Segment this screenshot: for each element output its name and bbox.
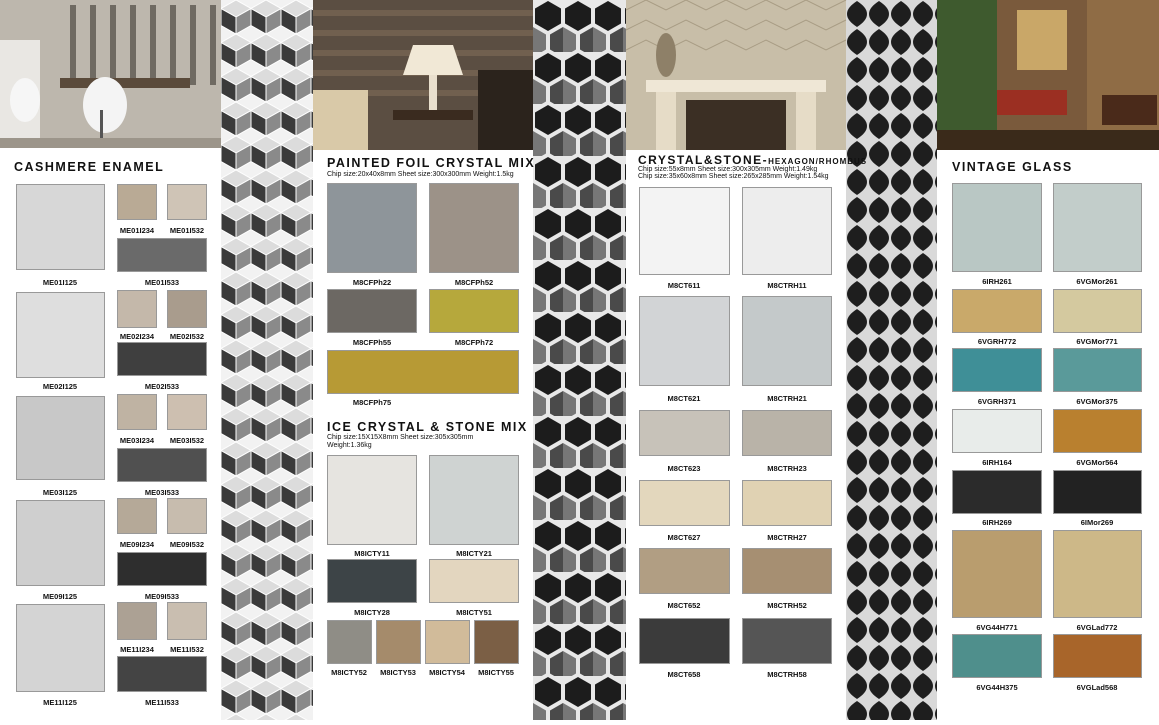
tile-image — [952, 183, 1042, 272]
tile-image — [639, 480, 730, 526]
tile-label: M8CT658 — [667, 670, 701, 679]
tile-image — [117, 238, 207, 272]
tile-image — [425, 620, 470, 664]
tile-image — [117, 184, 157, 220]
tile-label: ME01I532 — [169, 226, 205, 235]
panel-title: PAINTED FOIL CRYSTAL MIX — [327, 156, 536, 170]
tile-label: M8CT652 — [667, 601, 701, 610]
tile-label: M8CTRH11 — [767, 281, 807, 290]
tile-label: 6IRH269 — [982, 518, 1012, 527]
panel-title — [638, 153, 867, 167]
tile-image — [639, 187, 730, 275]
tile-image — [117, 656, 207, 692]
tile-label: 6VG44H375 — [976, 683, 1018, 692]
tile-image — [742, 410, 832, 456]
tile-image — [474, 620, 519, 664]
tile-image — [639, 618, 730, 664]
tile-image — [117, 290, 157, 328]
tile-label: ME01I533 — [144, 278, 180, 287]
tile-label: M8CFPh22 — [352, 278, 392, 287]
tile-label: ME01I234 — [119, 226, 155, 235]
tile-label: ME11I234 — [120, 645, 154, 654]
tile-label: M8ICTY51 — [456, 608, 492, 617]
spec-text: Chip size:55x8mm Sheet size:300x305mm Weight:1.49kg — [638, 166, 818, 173]
room-photo-dining — [0, 0, 221, 148]
tile-image — [1053, 470, 1142, 514]
tile-image — [376, 620, 421, 664]
tile-image — [327, 455, 417, 545]
tile-image — [16, 184, 105, 270]
tile-label: M8ICTY54 — [429, 668, 465, 677]
spec-text: Chip size:15X15X8mm Sheet size:305x305mm — [327, 434, 474, 441]
tile-image — [742, 548, 832, 594]
tile-label: ME11I533 — [145, 698, 179, 707]
hexagon-marble-strip — [533, 0, 626, 720]
tile-image — [117, 394, 157, 430]
tile-label: M8CT611 — [667, 281, 701, 290]
tile-label: M8CT621 — [667, 394, 701, 403]
title-sub: HEXAGON/RHOMBUS — [768, 157, 868, 166]
panel-vintage-glass — [937, 0, 1159, 720]
tile-label: M8ICTY11 — [354, 549, 390, 558]
tile-label: ME02I533 — [144, 382, 180, 391]
tile-label: ME09I234 — [119, 540, 155, 549]
tile-label: ME02I532 — [169, 332, 205, 341]
tile-image — [952, 530, 1042, 618]
tile-image — [117, 448, 207, 482]
tile-label: M8CFPh52 — [454, 278, 494, 287]
tile-label: ME03I533 — [144, 488, 180, 497]
room-photo-fireplace — [626, 0, 846, 150]
tile-image — [117, 552, 207, 586]
tile-label: M8ICTY53 — [380, 668, 416, 677]
tile-image — [639, 296, 730, 386]
tile-image — [16, 292, 105, 378]
tile-label: M8CTRH58 — [767, 670, 807, 679]
panel-title: VINTAGE GLASS — [952, 160, 1073, 174]
tile-image — [167, 184, 207, 220]
tile-image — [1053, 409, 1142, 453]
section-title: ICE CRYSTAL & STONE MIX — [327, 420, 528, 434]
tile-label: 6IRH261 — [982, 277, 1012, 286]
tile-image — [1053, 348, 1142, 392]
tile-image — [117, 602, 157, 640]
tile-label: ME02I234 — [119, 332, 155, 341]
tile-image — [742, 618, 832, 664]
tile-label: ME03I234 — [119, 436, 155, 445]
tile-label: M8CFPh72 — [454, 338, 494, 347]
tile-label: 6VGLad568 — [1076, 683, 1118, 692]
tile-image — [429, 289, 519, 333]
tile-label: M8ICTY55 — [478, 668, 514, 677]
tile-label: ME09I125 — [42, 592, 78, 601]
spec-text: Chip size:35x60x8mm Sheet size:265x285mm Weight:1.54kg — [638, 173, 829, 180]
tile-label: ME09I532 — [169, 540, 205, 549]
tile-label: M8CTRH23 — [767, 464, 807, 473]
panel-painted-foil-ice-crystal — [313, 0, 536, 720]
spec-text: Chip size:20x40x8mm Sheet size:300x300mm Weight:1.5kg — [327, 171, 514, 178]
tile-label: 6VGMor564 — [1076, 458, 1118, 467]
tile-label: M8CTRH21 — [767, 394, 807, 403]
tile-label: 6VGRH772 — [977, 337, 1017, 346]
tile-image — [117, 342, 207, 376]
panel-title: CASHMERE ENAMEL — [14, 160, 165, 174]
tile-label: ME11I532 — [170, 645, 204, 654]
tile-image — [16, 396, 105, 480]
tile-image — [16, 500, 105, 586]
tile-label: M8CFPh75 — [352, 398, 392, 407]
tile-image — [167, 602, 207, 640]
room-photo-lamp — [313, 0, 533, 150]
tile-label: ME09I533 — [144, 592, 180, 601]
tile-label: 6VGMor261 — [1076, 277, 1118, 286]
panel-crystal-stone — [626, 0, 868, 720]
tile-label: M8ICTY28 — [354, 608, 390, 617]
tile-image — [429, 183, 519, 273]
tile-image — [1053, 634, 1142, 678]
tile-label: 6IMor269 — [1080, 518, 1114, 527]
tile-image — [167, 394, 207, 430]
tile-label: M8ICTY52 — [331, 668, 367, 677]
tile-label: M8CT623 — [667, 464, 701, 473]
title-main: CRYSTAL&STONE- — [638, 153, 769, 167]
tile-image — [16, 604, 105, 692]
spec-text: Weight:1.36kg — [327, 442, 372, 449]
tile-image — [1053, 289, 1142, 333]
tile-image — [327, 289, 417, 333]
tile-image — [327, 183, 417, 273]
cube-pattern-strip — [221, 0, 313, 720]
tile-image — [742, 480, 832, 526]
tile-image — [952, 348, 1042, 392]
tile-image — [327, 620, 372, 664]
tile-image — [639, 410, 730, 456]
tile-label: 6IRH164 — [982, 458, 1012, 467]
tile-label: 6VGRH371 — [977, 397, 1017, 406]
room-photo-lounge — [937, 0, 1159, 150]
tile-label: 6VG44H771 — [976, 623, 1018, 632]
panel-cashmere-enamel — [0, 0, 221, 720]
tile-label: 6VGLad772 — [1076, 623, 1118, 632]
tile-image — [117, 498, 157, 534]
tile-image — [167, 498, 207, 534]
dark-lantern-strip — [846, 0, 937, 720]
tile-image — [429, 559, 519, 603]
tile-label: ME11I125 — [43, 698, 77, 707]
tile-image — [742, 296, 832, 386]
tile-label: M8CT627 — [667, 533, 701, 542]
tile-image — [1053, 183, 1142, 272]
tile-image — [952, 409, 1042, 453]
tile-image — [742, 187, 832, 275]
tile-image — [429, 455, 519, 545]
tile-label: M8CTRH52 — [767, 601, 807, 610]
tile-label: ME03I125 — [42, 488, 78, 497]
tile-label: 6VGMor375 — [1076, 397, 1118, 406]
tile-label: ME02I125 — [42, 382, 78, 391]
tile-image — [952, 634, 1042, 678]
tile-image — [1053, 530, 1142, 618]
tile-label: ME01I125 — [42, 278, 78, 287]
tile-label: M8ICTY21 — [456, 549, 492, 558]
tile-label: M8CFPh55 — [352, 338, 392, 347]
tile-image — [639, 548, 730, 594]
tile-label: M8CTRH27 — [767, 533, 807, 542]
tile-image — [327, 350, 519, 394]
tile-label: 6VGMor771 — [1076, 337, 1118, 346]
tile-image — [952, 289, 1042, 333]
tile-label: ME03I532 — [169, 436, 205, 445]
tile-image — [167, 290, 207, 328]
tile-image — [327, 559, 417, 603]
tile-image — [952, 470, 1042, 514]
